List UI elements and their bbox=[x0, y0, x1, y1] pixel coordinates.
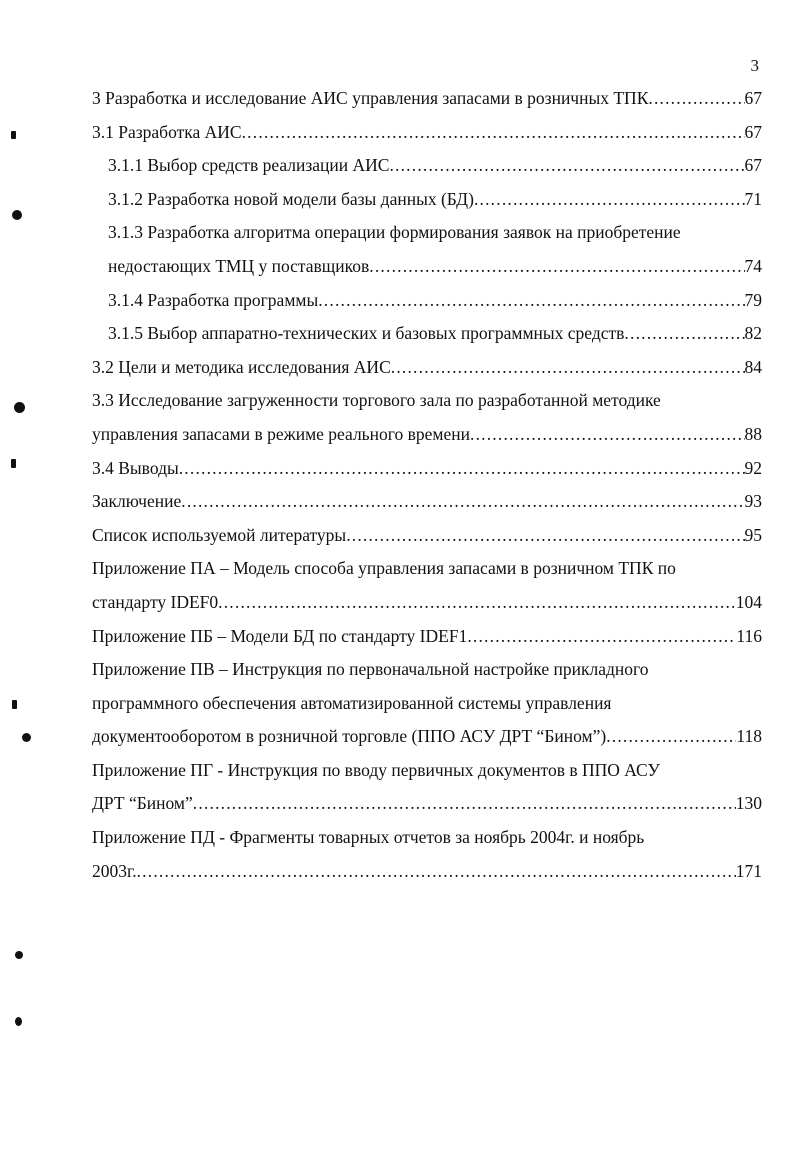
toc-entry-text: недостающих ТМЦ у поставщиков bbox=[108, 255, 370, 276]
toc-entry-3-4[interactable] bbox=[92, 452, 794, 486]
table-of-contents bbox=[0, 82, 794, 888]
toc-page-number: 67 bbox=[744, 121, 762, 142]
toc-entry-3-2[interactable] bbox=[92, 351, 794, 385]
toc-entry-text: Приложение ПВ – Инструкция по первоначальной настройке прикладного bbox=[92, 659, 649, 680]
toc-entry-leader-row bbox=[92, 519, 762, 553]
toc-entry-text: документооборотом в розничной торговле (ППО АСУ ДРТ “Бином”) bbox=[92, 726, 607, 747]
toc-entry-3-1-4[interactable] bbox=[108, 284, 794, 318]
toc-entry-leader-row bbox=[92, 452, 762, 486]
dot-leader bbox=[470, 418, 745, 452]
toc-entry-text: Приложение ПА – Модель способа управления запасами в розничном ТПК по bbox=[92, 558, 676, 579]
toc-entry-references[interactable] bbox=[92, 519, 794, 553]
toc-page-number: 130 bbox=[735, 793, 762, 814]
toc-page-number: 84 bbox=[744, 356, 762, 377]
toc-entry-appendix-pv[interactable] bbox=[92, 653, 794, 754]
toc-entry-leader-row bbox=[92, 720, 762, 754]
toc-entry-appendix-pa[interactable] bbox=[92, 552, 794, 619]
dot-leader bbox=[346, 519, 744, 553]
dot-leader bbox=[389, 149, 744, 183]
toc-entry-leader-row bbox=[92, 116, 762, 150]
toc-entry-3-1-2[interactable] bbox=[108, 183, 794, 217]
toc-page-number: 74 bbox=[744, 255, 762, 276]
dot-leader bbox=[467, 620, 736, 654]
toc-entry-leader-row bbox=[92, 351, 762, 385]
dot-leader bbox=[391, 351, 745, 385]
toc-entry-3-3[interactable] bbox=[92, 384, 794, 451]
toc-entry-text: Заключение bbox=[92, 491, 182, 512]
toc-entry-appendix-pd[interactable] bbox=[92, 821, 794, 888]
toc-entry-text: программного обеспечения автоматизированной системы управления bbox=[92, 692, 612, 713]
dot-leader bbox=[179, 452, 745, 486]
toc-entry-leader-row bbox=[92, 418, 762, 452]
toc-page-number: 171 bbox=[735, 860, 762, 881]
scan-mark bbox=[12, 210, 22, 220]
toc-entry-3-1[interactable] bbox=[92, 116, 794, 150]
toc-entry-conclusion[interactable] bbox=[92, 485, 794, 519]
dot-leader bbox=[369, 250, 744, 284]
toc-entry-text: 3.1.2 Разработка новой модели базы данных (БД) bbox=[108, 188, 474, 209]
scan-mark bbox=[11, 131, 16, 139]
toc-entry-text: 3.1 Разработка АИС bbox=[92, 121, 242, 142]
toc-page-number: 79 bbox=[744, 289, 762, 310]
toc-entry-3-1-3[interactable] bbox=[108, 216, 794, 283]
toc-entry-text: 2003г. bbox=[92, 860, 137, 881]
scan-mark bbox=[22, 733, 31, 742]
toc-entry-leader-row bbox=[108, 250, 762, 284]
toc-entry-text: ДРТ “Бином” bbox=[92, 793, 193, 814]
toc-page-number: 116 bbox=[736, 625, 762, 646]
page-number: 3 bbox=[750, 56, 759, 75]
toc-entry-leader-row bbox=[92, 485, 762, 519]
toc-entry-text: 3 Разработка и исследование АИС управления запасами в розничных ТПК bbox=[92, 88, 649, 108]
toc-entry-3[interactable] bbox=[92, 82, 794, 116]
toc-entry-leader-row bbox=[108, 149, 762, 183]
toc-page-number: 92 bbox=[744, 457, 762, 478]
toc-page-number: 67 bbox=[744, 155, 762, 176]
toc-entry-text: 3.2 Цели и методика исследования АИС bbox=[92, 356, 391, 377]
toc-entry-text: 3.4 Выводы bbox=[92, 457, 179, 478]
dot-leader bbox=[218, 586, 736, 620]
toc-entry-appendix-pg[interactable] bbox=[92, 754, 794, 821]
toc-entry-text: 3.3 Исследование загруженности торгового зала по разработанной методике bbox=[92, 390, 661, 411]
dot-leader bbox=[137, 855, 736, 889]
toc-entry-text: стандарту IDEF0 bbox=[92, 591, 219, 612]
toc-entry-leader-row bbox=[108, 183, 762, 217]
toc-entry-leader-row bbox=[92, 787, 762, 821]
toc-entry-leader-row bbox=[108, 284, 762, 318]
toc-entry-3-1-5[interactable] bbox=[108, 317, 794, 351]
scan-mark bbox=[15, 1017, 22, 1026]
scan-mark bbox=[14, 402, 25, 413]
dot-leader bbox=[624, 317, 744, 351]
scan-mark bbox=[12, 700, 17, 709]
toc-entry-text: Список используемой литературы bbox=[92, 524, 347, 545]
dot-leader bbox=[193, 787, 736, 821]
toc-entry-text: управления запасами в режиме реального времени bbox=[92, 423, 470, 444]
toc-entry-text: Приложение ПБ – Модели БД по стандарту IDEF1 bbox=[92, 625, 468, 646]
scan-mark bbox=[15, 951, 23, 959]
toc-page-number: 104 bbox=[735, 591, 762, 612]
toc-entry-leader-row bbox=[92, 586, 762, 620]
toc-entry-text: 3.1.4 Разработка программы bbox=[108, 289, 319, 310]
toc-entry-text: 3.1.1 Выбор средств реализации АИС bbox=[108, 155, 390, 176]
toc-entry-leader-row bbox=[92, 82, 762, 116]
toc-page-number: 88 bbox=[744, 423, 762, 444]
toc-entry-3-1-1[interactable] bbox=[108, 149, 794, 183]
dot-leader bbox=[606, 720, 736, 754]
dot-leader bbox=[181, 485, 744, 519]
toc-entry-text: 3.1.5 Выбор аппаратно-технических и базовых программных средств bbox=[108, 323, 625, 344]
toc-entry-text: Приложение ПГ - Инструкция по вводу первичных документов в ППО АСУ bbox=[92, 759, 660, 780]
scan-mark bbox=[11, 459, 16, 468]
toc-entry-text: Приложение ПД - Фрагменты товарных отчетов за ноябрь 2004г. и ноябрь bbox=[92, 827, 645, 848]
toc-entry-text: 3.1.3 Разработка алгоритма операции формирования заявок на приобретение bbox=[108, 222, 681, 243]
toc-page-number: 71 bbox=[744, 188, 762, 209]
dot-leader bbox=[318, 284, 744, 318]
toc-entry-appendix-pb[interactable] bbox=[92, 620, 794, 654]
dot-leader bbox=[474, 183, 745, 217]
toc-page-number: 67 bbox=[744, 88, 762, 108]
dot-leader bbox=[648, 82, 744, 116]
toc-entry-leader-row bbox=[92, 620, 762, 654]
toc-entry-leader-row bbox=[108, 317, 762, 351]
toc-page-number: 95 bbox=[744, 524, 762, 545]
toc-page-number: 118 bbox=[736, 726, 762, 747]
toc-entry-leader-row bbox=[92, 855, 762, 889]
toc-page-number: 82 bbox=[744, 323, 762, 344]
toc-page-number: 93 bbox=[744, 491, 762, 512]
dot-leader bbox=[242, 116, 745, 150]
